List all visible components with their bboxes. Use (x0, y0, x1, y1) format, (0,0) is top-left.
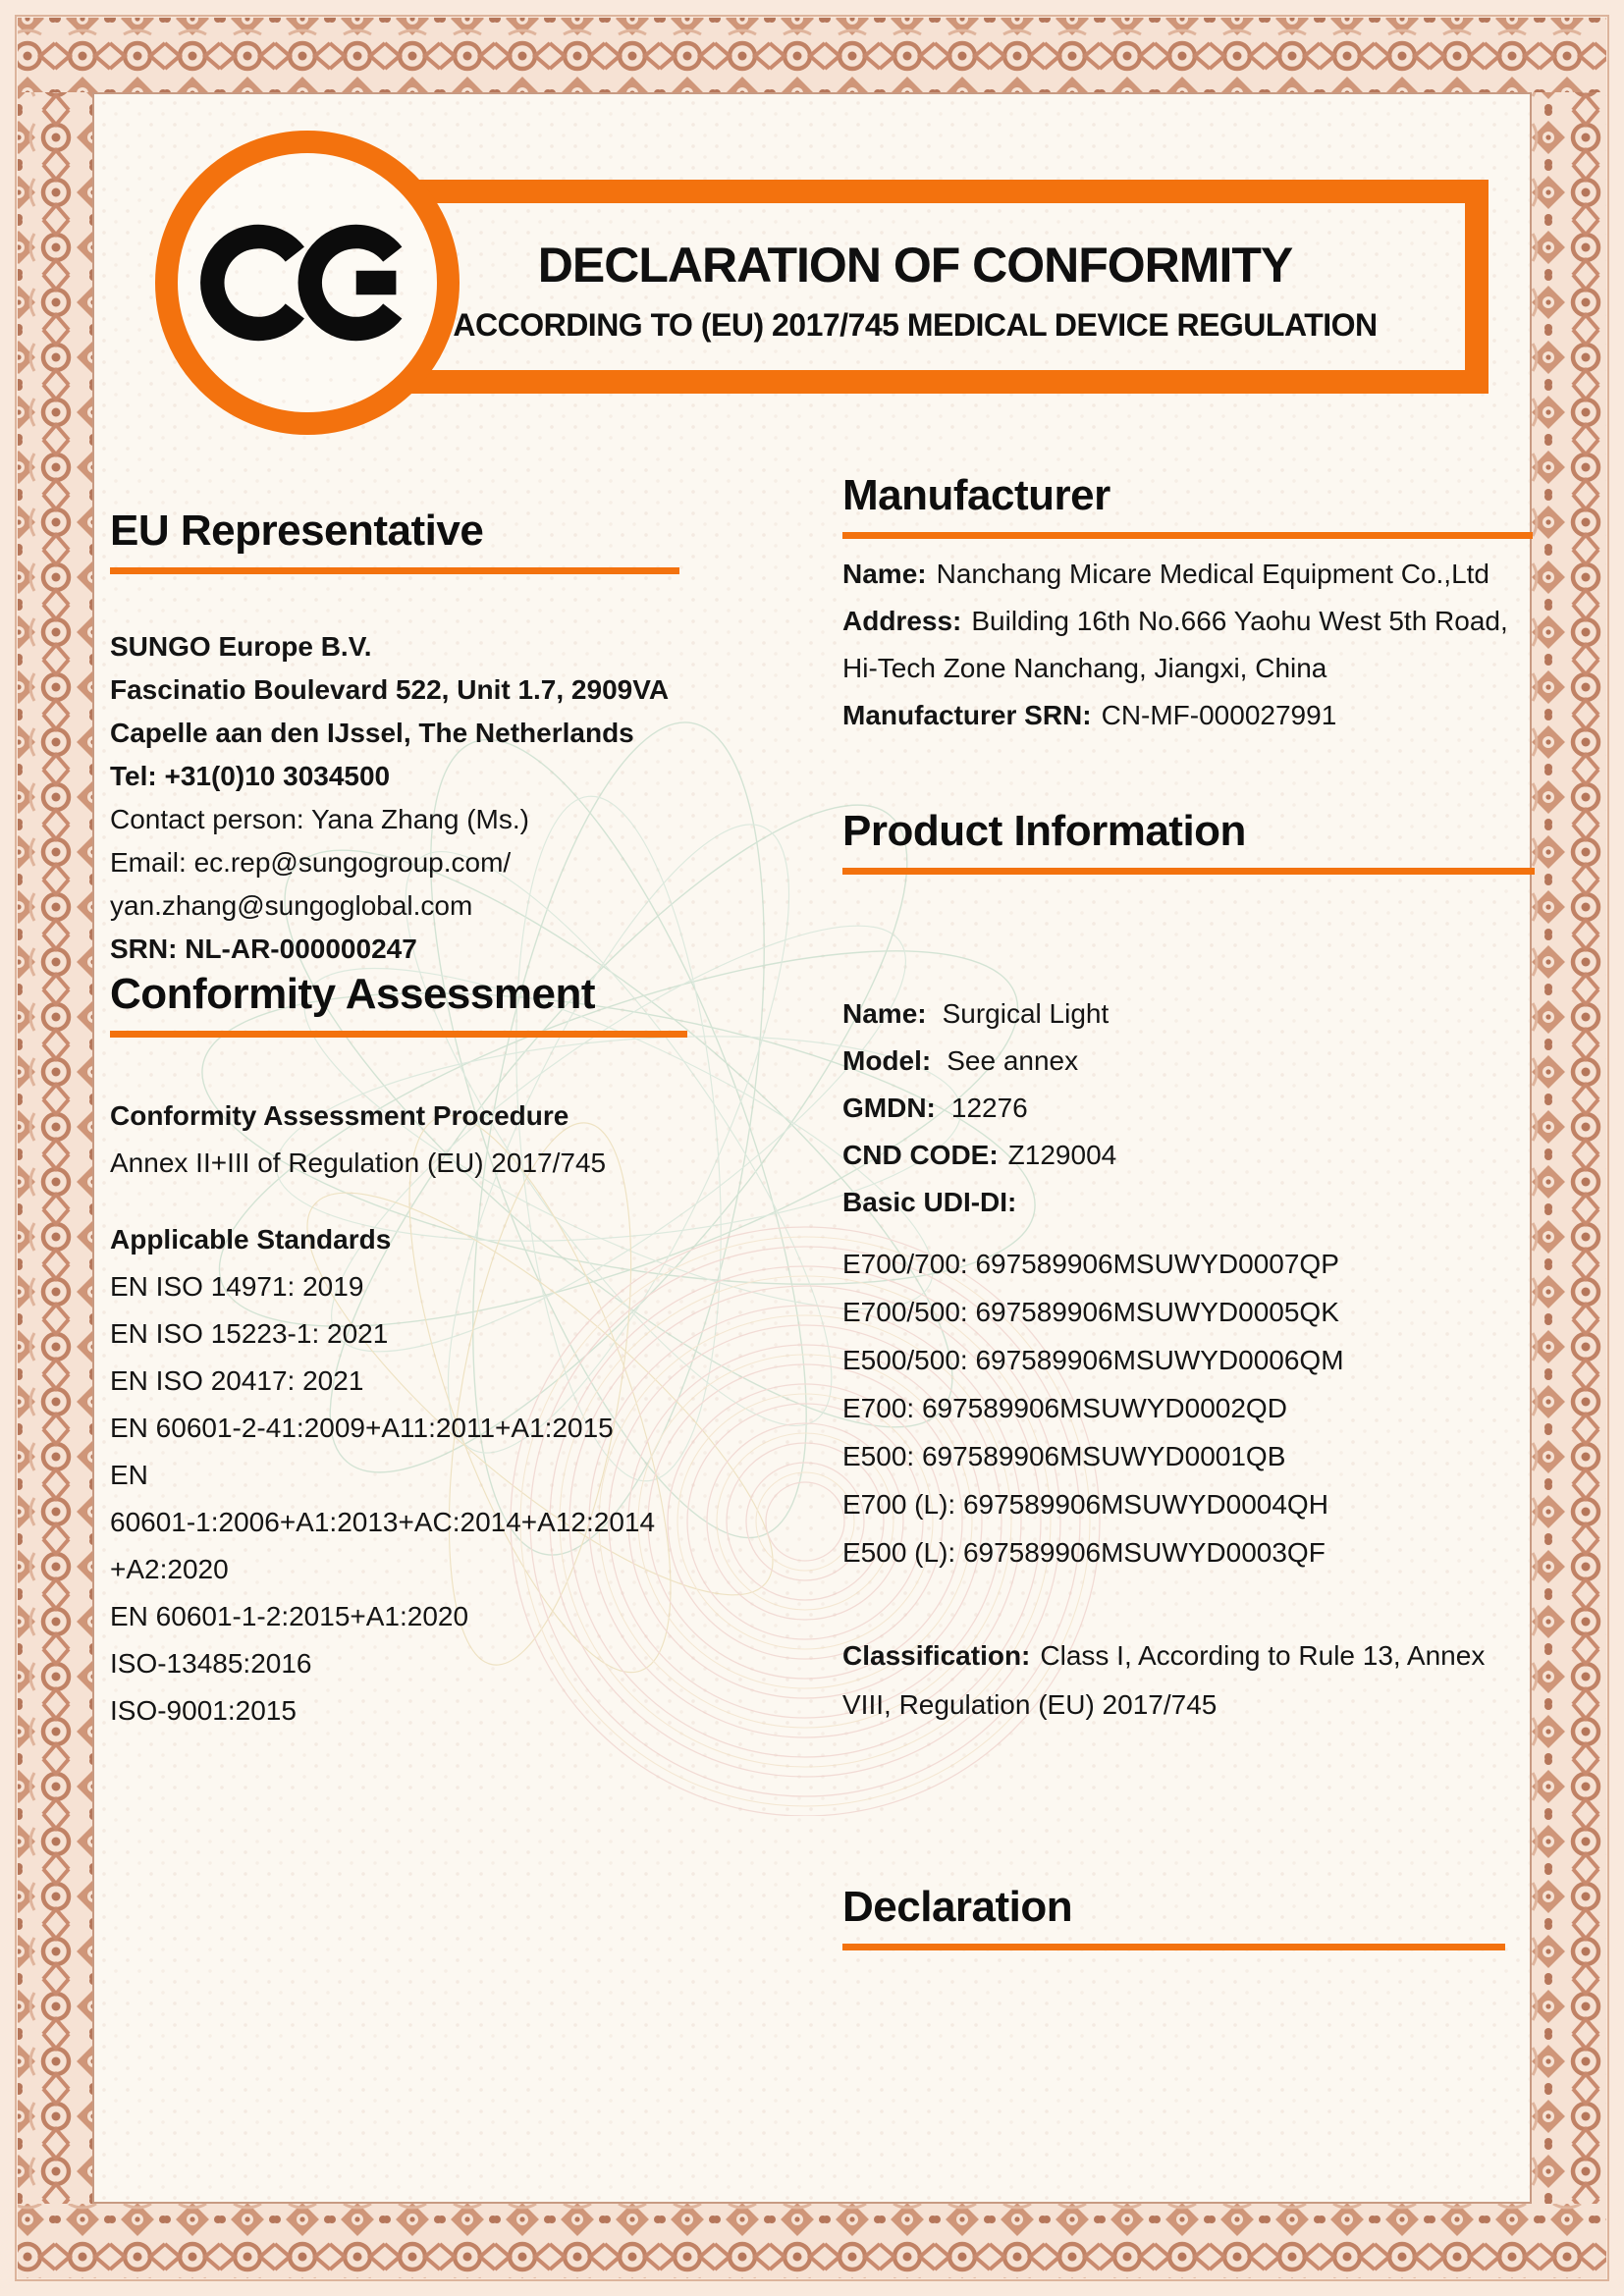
manufacturer-address-value-1: Building 16th No.666 Yaohu West 5th Road, (971, 606, 1508, 636)
eu-rep-address-2: Capelle aan den IJssel, The Netherlands (110, 718, 634, 748)
udi-item: E500/500: 697589906MSUWYD0006QM (842, 1345, 1344, 1375)
product-gmdn-value: 12276 (950, 1093, 1028, 1123)
eu-rep-email-2: yan.zhang@sungoglobal.com (110, 890, 473, 921)
eu-rep-company: SUNGO Europe B.V. (110, 631, 372, 662)
udi-item: E700/700: 697589906MSUWYD0007QP (842, 1249, 1339, 1279)
product-model-row (842, 1038, 1542, 1085)
ce-mark-icon (196, 216, 418, 349)
conformity-assessment-heading: Conformity Assessment (110, 970, 595, 1018)
eu-rep-email-1: Email: ec.rep@sungogroup.com/ (110, 847, 512, 878)
product-cnd-row (842, 1132, 1542, 1179)
product-cnd-label: CND CODE: (842, 1140, 999, 1170)
section-underline (110, 1031, 687, 1038)
section-manufacturer (842, 471, 1542, 739)
section-conformity-assessment (110, 970, 699, 1735)
udi-item: E500 (L): 697589906MSUWYD0003QF (842, 1537, 1326, 1568)
udi-item: E700/500: 697589906MSUWYD0005QK (842, 1297, 1339, 1327)
document-subtitle: ACCORDING TO (EU) 2017/745 MEDICAL DEVICE REGULATION (453, 307, 1378, 343)
classification-label: Classification: (842, 1640, 1031, 1671)
udi-item: E500: 697589906MSUWYD0001QB (842, 1441, 1286, 1471)
section-underline (842, 532, 1533, 539)
product-gmdn-label: GMDN: (842, 1093, 936, 1123)
manufacturer-srn-row (842, 692, 1542, 739)
product-cnd-value: Z129004 (1007, 1140, 1117, 1170)
product-name-label: Name: (842, 998, 927, 1029)
product-model-value: See annex (947, 1045, 1079, 1076)
product-information-heading: Product Information (842, 807, 1246, 855)
section-underline (842, 868, 1535, 875)
manufacturer-address-row (842, 598, 1542, 645)
declaration-heading: Declaration (842, 1883, 1073, 1931)
section-underline (110, 567, 679, 574)
classification-value-1: Class I, According to Rule 13, Annex (1040, 1640, 1486, 1671)
standard-item: +A2:2020 (110, 1554, 229, 1584)
manufacturer-name-value: Nanchang Micare Medical Equipment Co.,Ltd (936, 559, 1489, 589)
udi-item: E700: 697589906MSUWYD0002QD (842, 1393, 1287, 1423)
section-underline (842, 1944, 1505, 1950)
classification-row-2: VIII, Regulation (EU) 2017/745 (842, 1689, 1218, 1720)
manufacturer-srn-value: CN-MF-000027991 (1101, 700, 1337, 730)
manufacturer-srn-label: Manufacturer SRN: (842, 700, 1092, 730)
product-gmdn-row (842, 1085, 1542, 1132)
procedure-label: Conformity Assessment Procedure (110, 1100, 569, 1131)
udi-item: E700 (L): 697589906MSUWYD0004QH (842, 1489, 1328, 1520)
standard-item: 60601-1:2006+A1:2013+AC:2014+A12:2014 (110, 1507, 656, 1537)
section-declaration (842, 1883, 1530, 1950)
manufacturer-heading: Manufacturer (842, 471, 1110, 519)
manufacturer-name-row (842, 551, 1542, 598)
standard-item: EN (110, 1460, 148, 1490)
manufacturer-address-row-2: Hi-Tech Zone Nanchang, Jiangxi, China (842, 653, 1327, 683)
standards-label: Applicable Standards (110, 1224, 392, 1255)
manufacturer-address-label: Address: (842, 606, 962, 636)
standard-item: EN ISO 14971: 2019 (110, 1271, 364, 1302)
product-name-row (842, 990, 1542, 1038)
title-banner (342, 180, 1489, 394)
classification-row (842, 1631, 1542, 1681)
eu-representative-heading: EU Representative (110, 507, 484, 555)
manufacturer-name-label: Name: (842, 559, 927, 589)
eu-rep-contact-person: Contact person: Yana Zhang (Ms.) (110, 804, 529, 834)
standard-item: EN ISO 20417: 2021 (110, 1365, 364, 1396)
ce-mark-logo (155, 131, 460, 435)
eu-rep-address-1: Fascinatio Boulevard 522, Unit 1.7, 2909VA (110, 674, 670, 705)
standard-item: EN 60601-2-41:2009+A11:2011+A1:2015 (110, 1413, 614, 1443)
standard-item: EN ISO 15223-1: 2021 (110, 1318, 389, 1349)
section-product-information (842, 807, 1542, 1730)
section-eu-representative (110, 507, 691, 971)
procedure-value: Annex II+III of Regulation (EU) 2017/745 (110, 1148, 607, 1178)
eu-rep-srn: SRN: NL-AR-000000247 (110, 934, 417, 964)
product-model-label: Model: (842, 1045, 932, 1076)
standard-item: EN 60601-1-2:2015+A1:2020 (110, 1601, 469, 1631)
product-name-value: Surgical Light (942, 998, 1110, 1029)
eu-rep-tel: Tel: +31(0)10 3034500 (110, 761, 391, 791)
document-title: DECLARATION OF CONFORMITY (537, 238, 1293, 293)
standard-item: ISO-9001:2015 (110, 1695, 297, 1726)
standard-item: ISO-13485:2016 (110, 1648, 312, 1679)
basic-udi-label: Basic UDI-DI: (842, 1187, 1017, 1217)
